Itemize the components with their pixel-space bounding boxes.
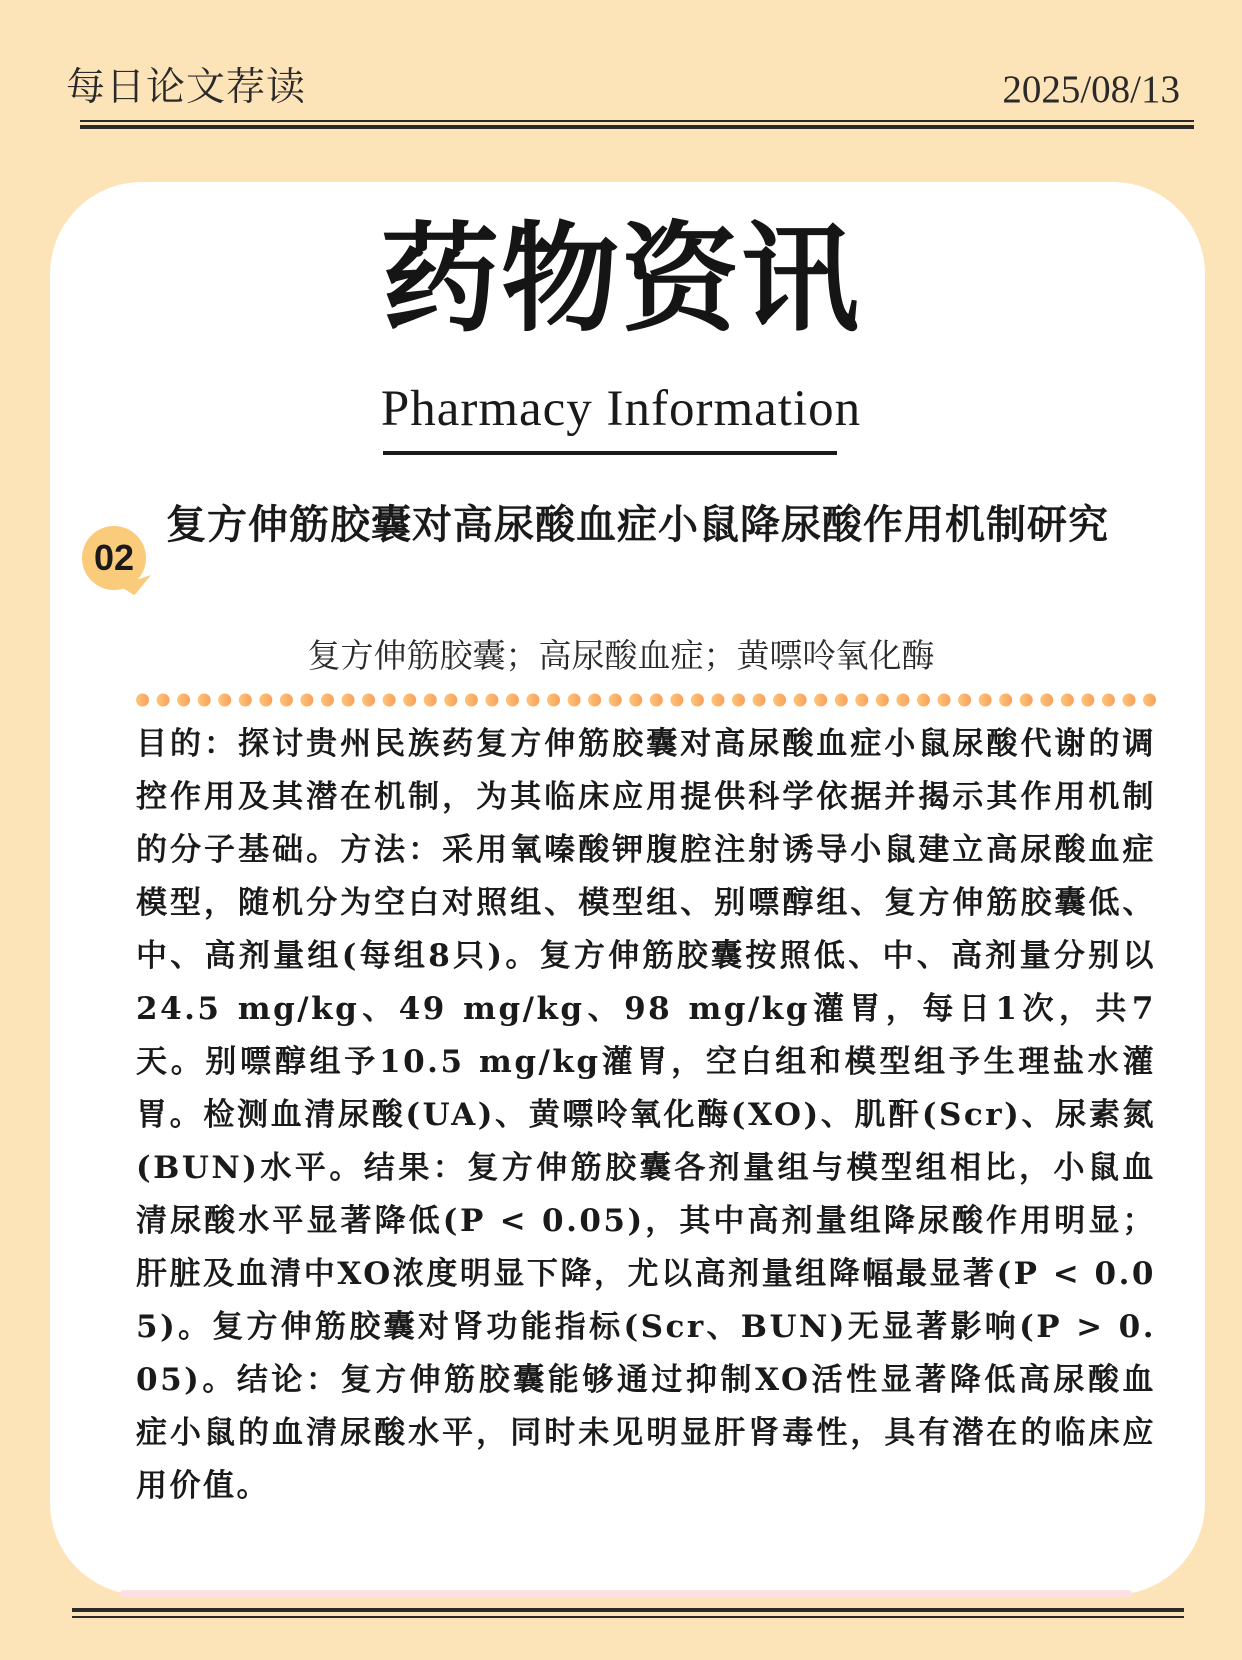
divider-dot [280,694,293,707]
article-title: 复方伸筋胶囊对高尿酸血症小鼠降尿酸作用机制研究 [166,502,1109,548]
divider-dot [506,694,519,707]
divider-dot [485,694,498,707]
header-label: 每日论文荐读 [66,65,307,110]
divider-dot [362,694,375,707]
divider-dot [218,694,231,707]
divider-dot [917,694,930,707]
divider-dot [979,694,992,707]
divider-dot [321,694,334,707]
divider-dot [855,694,868,707]
page-title: 药物资讯 [380,209,861,348]
bottom-divider-thin [72,1616,1184,1618]
divider-dot [794,694,807,707]
top-divider-thick [80,125,1194,129]
divider-dot [711,694,724,707]
divider-dot [136,694,149,707]
divider-dot [239,694,252,707]
divider-dot [999,694,1012,707]
divider-dot [876,694,889,707]
divider-dot [609,694,622,707]
divider-dot [896,694,909,707]
divider-dot [773,694,786,707]
page-subtitle: Pharmacy Information [380,381,862,437]
bottom-divider-thick [72,1608,1184,1612]
divider-dot [1122,694,1135,707]
divider-dot [629,694,642,707]
divider-dot [444,694,457,707]
divider-dot [568,694,581,707]
divider-dot [670,694,683,707]
divider-dot [1102,694,1115,707]
divider-dot [691,694,704,707]
divider-dot [1020,694,1033,707]
top-divider-thin [80,120,1194,122]
divider-dot [1061,694,1074,707]
divider-dot [547,694,560,707]
divider-dot [814,694,827,707]
divider-dot [1143,694,1156,707]
divider-dot [732,694,745,707]
divider-dot [1040,694,1053,707]
divider-dot [753,694,766,707]
title-underline [383,451,837,455]
article-keywords: 复方伸筋胶囊；高尿酸血症；黄嘌呤氧化酶 [307,636,935,675]
divider-dot [526,694,539,707]
divider-dot [958,694,971,707]
header-date: 2025/08/13 [1002,68,1180,111]
card-bottom-accent [120,1590,1132,1598]
divider-dot [937,694,950,707]
article-number-badge: 02 [82,526,146,590]
divider-dot [157,694,170,707]
divider-dot [300,694,313,707]
divider-dot [650,694,663,707]
divider-dot [1081,694,1094,707]
divider-dot [835,694,848,707]
divider-dot [383,694,396,707]
divider-dot [259,694,272,707]
divider-dot [342,694,355,707]
divider-dot [198,694,211,707]
divider-dot [177,694,190,707]
article-abstract: 目的：探讨贵州民族药复方伸筋胶囊对高尿酸血症小鼠尿酸代谢的调控作用及其潜在机制，为其临床应用提供科学依据并揭示其作用机制的分子基础。方法：采用氧嗪酸钾腹腔注射诱导小鼠建立高尿酸血症模型，随机分为空白对照组、模型组、别嘌醇组、复方伸筋胶囊低、中、高剂量组(每组8只)。复方伸筋胶囊按照低、中、高剂量分别以24.5 mg/kg、49 mg/kg、98 mg/kg灌胃，每日1次，共7天。别嘌醇组予10.5 mg/kg灌胃，空白组和模型组予生理盐水灌胃。检测血清尿酸(UA)、黄嘌呤氧化酶(XO)、肌酐(Scr)、尿素氮(BUN)水平。结果：复方伸筋胶囊各剂量组与模型组相比，小鼠血清尿酸水平显著降低(P < 0.05)，其中高剂量组降尿酸作用明显；肝脏及血清中XO浓度明显下降，尤以高剂量组降幅最显著(P < 0.05)。复方伸筋胶囊对肾功能指标(Scr、BUN)无显著影响(P > 0.05)。结论：复方伸筋胶囊能够通过抑制XO活性显著降低高尿酸血症小鼠的血清尿酸水平，同时未见明显肝肾毒性，具有潜在的临床应用价值。 [136,726,1156,1504]
divider-dot [465,694,478,707]
dotted-divider [136,693,1156,707]
divider-dot [403,694,416,707]
divider-dot [424,694,437,707]
divider-dot [588,694,601,707]
